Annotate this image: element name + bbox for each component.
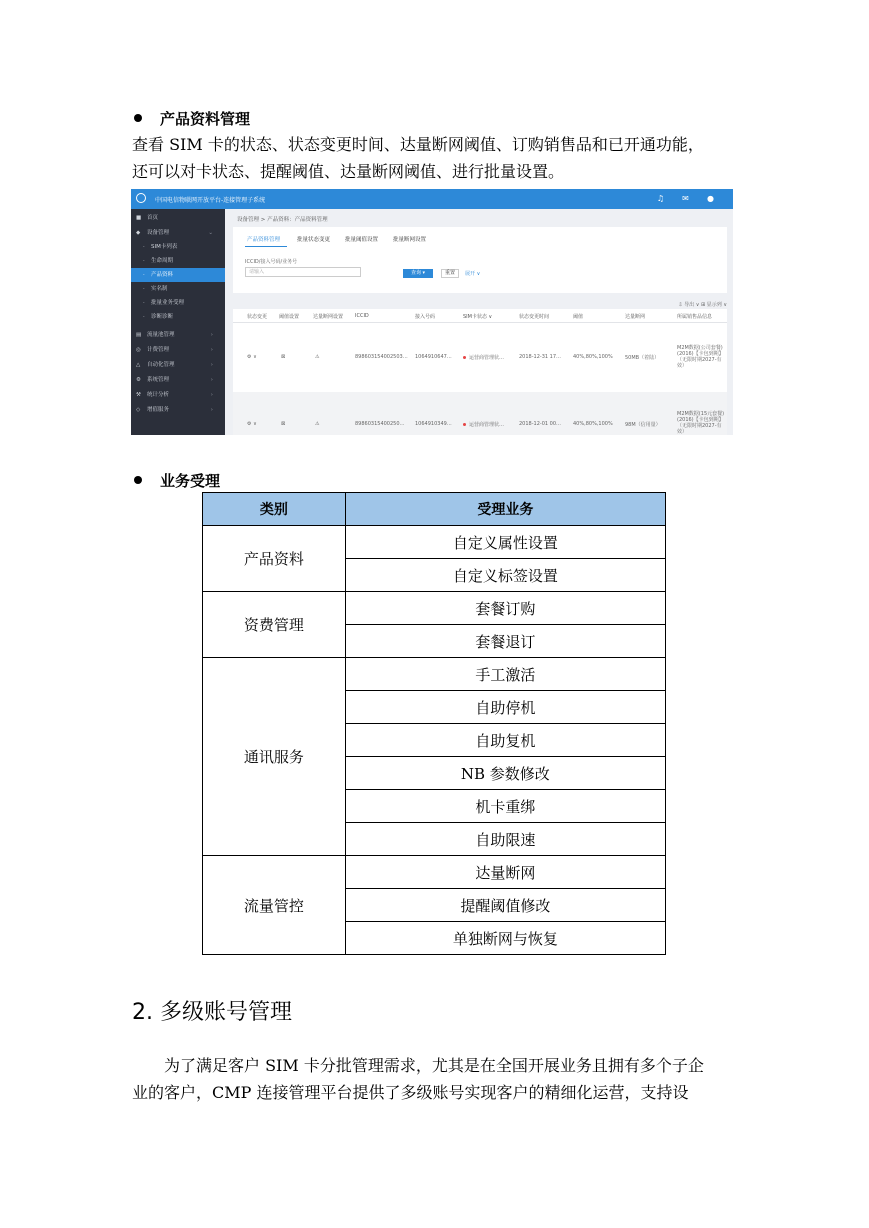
service-cell: 手工激活 [345, 658, 665, 691]
column-header[interactable]: SIM卡状态 ∨ [463, 314, 493, 320]
pool-icon: ▤ [136, 332, 142, 338]
tab-product-info[interactable]: 产品资料管理 [247, 237, 281, 243]
gear-icon: ⚙ [136, 377, 141, 383]
column-header[interactable]: 阈值设置 [279, 314, 300, 320]
search-input[interactable]: 请输入 [245, 267, 361, 277]
bullet-heading-product-info: 产品资料管理 [134, 108, 250, 129]
sidebar-item-pool[interactable]: ▤ 流量池管理 › [131, 328, 225, 342]
user-icon[interactable]: ● [707, 194, 714, 203]
service-cell: 自助复机 [345, 724, 665, 757]
table-header-row [203, 493, 666, 526]
table-row [203, 856, 666, 889]
service-cell: 自定义属性设置 [345, 526, 665, 559]
service-cell: NB 参数修改 [345, 757, 665, 790]
tab-batch-cutoff[interactable]: 批量断网设置 [393, 237, 427, 243]
status-dot [463, 423, 466, 426]
automation-icon: △ [136, 362, 141, 368]
main-content [225, 209, 733, 435]
sidebar-item-vas[interactable]: ◇ 增值服务 › [131, 403, 225, 417]
table-row [203, 526, 666, 559]
category-cell: 产品资料 [203, 526, 346, 592]
mail-icon[interactable]: ✉ [682, 194, 689, 203]
diamond-icon: ◇ [136, 407, 141, 413]
tab-indicator [245, 246, 287, 247]
sidebar-item-lifecycle[interactable]: · 生命周期 [143, 258, 174, 264]
column-header[interactable]: 状态变更时间 [519, 314, 550, 320]
sidebar-item-device[interactable]: ◆ 设备管理 ⌄ [131, 226, 225, 240]
service-cell: 自定义标签设置 [345, 559, 665, 592]
expand-link[interactable]: 展开 ∨ [465, 271, 481, 277]
sidebar-item-batch[interactable]: · 批量业务受理 [143, 300, 185, 306]
service-cell: 提醒阈值修改 [345, 889, 665, 922]
home-icon: ■ [136, 215, 142, 221]
sidebar-item-system[interactable]: ⚙ 系统管理 › [131, 373, 225, 387]
tab-batch-status[interactable]: 批量状态变更 [297, 237, 331, 243]
table-row [203, 592, 666, 625]
status-dot [463, 356, 466, 359]
sidebar-item-stats[interactable]: ⚒ 统计分析 › [131, 388, 225, 402]
bell-icon[interactable]: ♫ [656, 194, 665, 203]
table-tools[interactable]: ⇩ 导出 ∨ ⊞ 显示列 ∨ [678, 302, 727, 308]
embedded-screenshot [131, 189, 733, 435]
section-paragraph: 为了满足客户 SIM 卡分批管理需求，尤其是在全国开展业务且拥有多个子企 业的客户，CMP 连接管理平台提供了多级账号实现客户的精细化运营，支持设 [132, 1056, 704, 1102]
service-cell: 单独断网与恢复 [345, 922, 665, 955]
column-header[interactable]: 阈值 [573, 314, 584, 320]
app-header [131, 189, 733, 209]
breadcrumb: 设备管理 > 产品资料：产品资料管理 [237, 217, 328, 223]
app-title: 中国电信物联网开放平台-连接管理子系统 [155, 197, 266, 204]
query-button[interactable]: 查询 ▾ [403, 269, 433, 278]
sim-table: 状态变更 阈值设置 达量断网设置 ICCID 接入号码 SIM卡状态 ∨ 状态变更时间 阈值 达量断网 所属销售品信息 ⚙ ∨ ⊠ ⚠ 8986031540025​03… 1064910647… 运营商管理状… 2018-12-31 17… 40%,80%,100% 50MB（着陆） M2M数据(公司套餐)(2016)【卡包到期】（无限时期2027-有效） ⚙ ∨ ⊠ ⚠ 8986031540025​0… 1064910349… 运营商管理状… 2018-12-01 00… 40%,80%,100% 98M（信用量） M2M数据(15元套餐)(2016)【卡包到期】（无限时期2027-有效） [233, 309, 727, 435]
column-header[interactable]: ICCID [355, 313, 369, 319]
sidebar-item-sim-list[interactable]: · SIM卡列表 [143, 244, 178, 250]
intro-paragraph: 查看 SIM 卡的状态、状态变更时间、达量断网阈值、订购销售品和已开通功能， 还可以对卡状态、提醒阈值、达量断网阈值、进行批量设置。 [132, 135, 704, 181]
bullet-dot [134, 476, 142, 484]
wrench-icon: ⚒ [136, 392, 141, 398]
tab-batch-threshold[interactable]: 批量阈值设置 [345, 237, 379, 243]
telecom-logo-icon [136, 193, 146, 203]
column-header[interactable]: 达量断网设置 [313, 314, 344, 320]
column-header[interactable]: 所属销售品信息 [677, 314, 713, 320]
bullet-dot [134, 114, 142, 122]
device-icon: ◆ [136, 230, 141, 236]
sidebar [131, 209, 225, 435]
business-table [202, 492, 666, 955]
bullet-heading-business: 业务受理 [134, 470, 220, 491]
search-label: ICCID/接入号码/业务号 [245, 259, 298, 265]
billing-icon: ◎ [136, 347, 141, 353]
category-cell: 资费管理 [203, 592, 346, 658]
header-category: 类别 [203, 493, 346, 526]
service-cell: 套餐订购 [345, 592, 665, 625]
service-cell: 自助停机 [345, 691, 665, 724]
category-cell: 通讯服务 [203, 658, 346, 856]
section-heading: 2. 多级账号管理 [132, 1000, 293, 1025]
service-cell: 达量断网 [345, 856, 665, 889]
column-header[interactable]: 接入号码 [415, 314, 436, 320]
sidebar-item-product-info[interactable]: · 产品资料 [131, 268, 225, 282]
service-cell: 套餐退订 [345, 625, 665, 658]
table-row [203, 658, 666, 691]
search-panel [233, 227, 727, 293]
column-header[interactable]: 状态变更 [247, 314, 268, 320]
category-cell: 流量管控 [203, 856, 346, 955]
sidebar-item-billing[interactable]: ◎ 计费管理 › [131, 343, 225, 357]
sidebar-item-realname[interactable]: · 实名制 [143, 286, 168, 292]
service-cell: 自助限速 [345, 823, 665, 856]
column-header[interactable]: 达量断网 [625, 314, 646, 320]
service-cell: 机卡重绑 [345, 790, 665, 823]
sidebar-item-diagnose[interactable]: · 诊断诊断 [143, 314, 174, 320]
reset-button[interactable]: 重置 [441, 269, 459, 278]
sidebar-item-home[interactable]: ■ 首页 [131, 211, 225, 225]
sidebar-item-automation[interactable]: △ 自动化管理 › [131, 358, 225, 372]
header-service: 受理业务 [345, 493, 665, 526]
